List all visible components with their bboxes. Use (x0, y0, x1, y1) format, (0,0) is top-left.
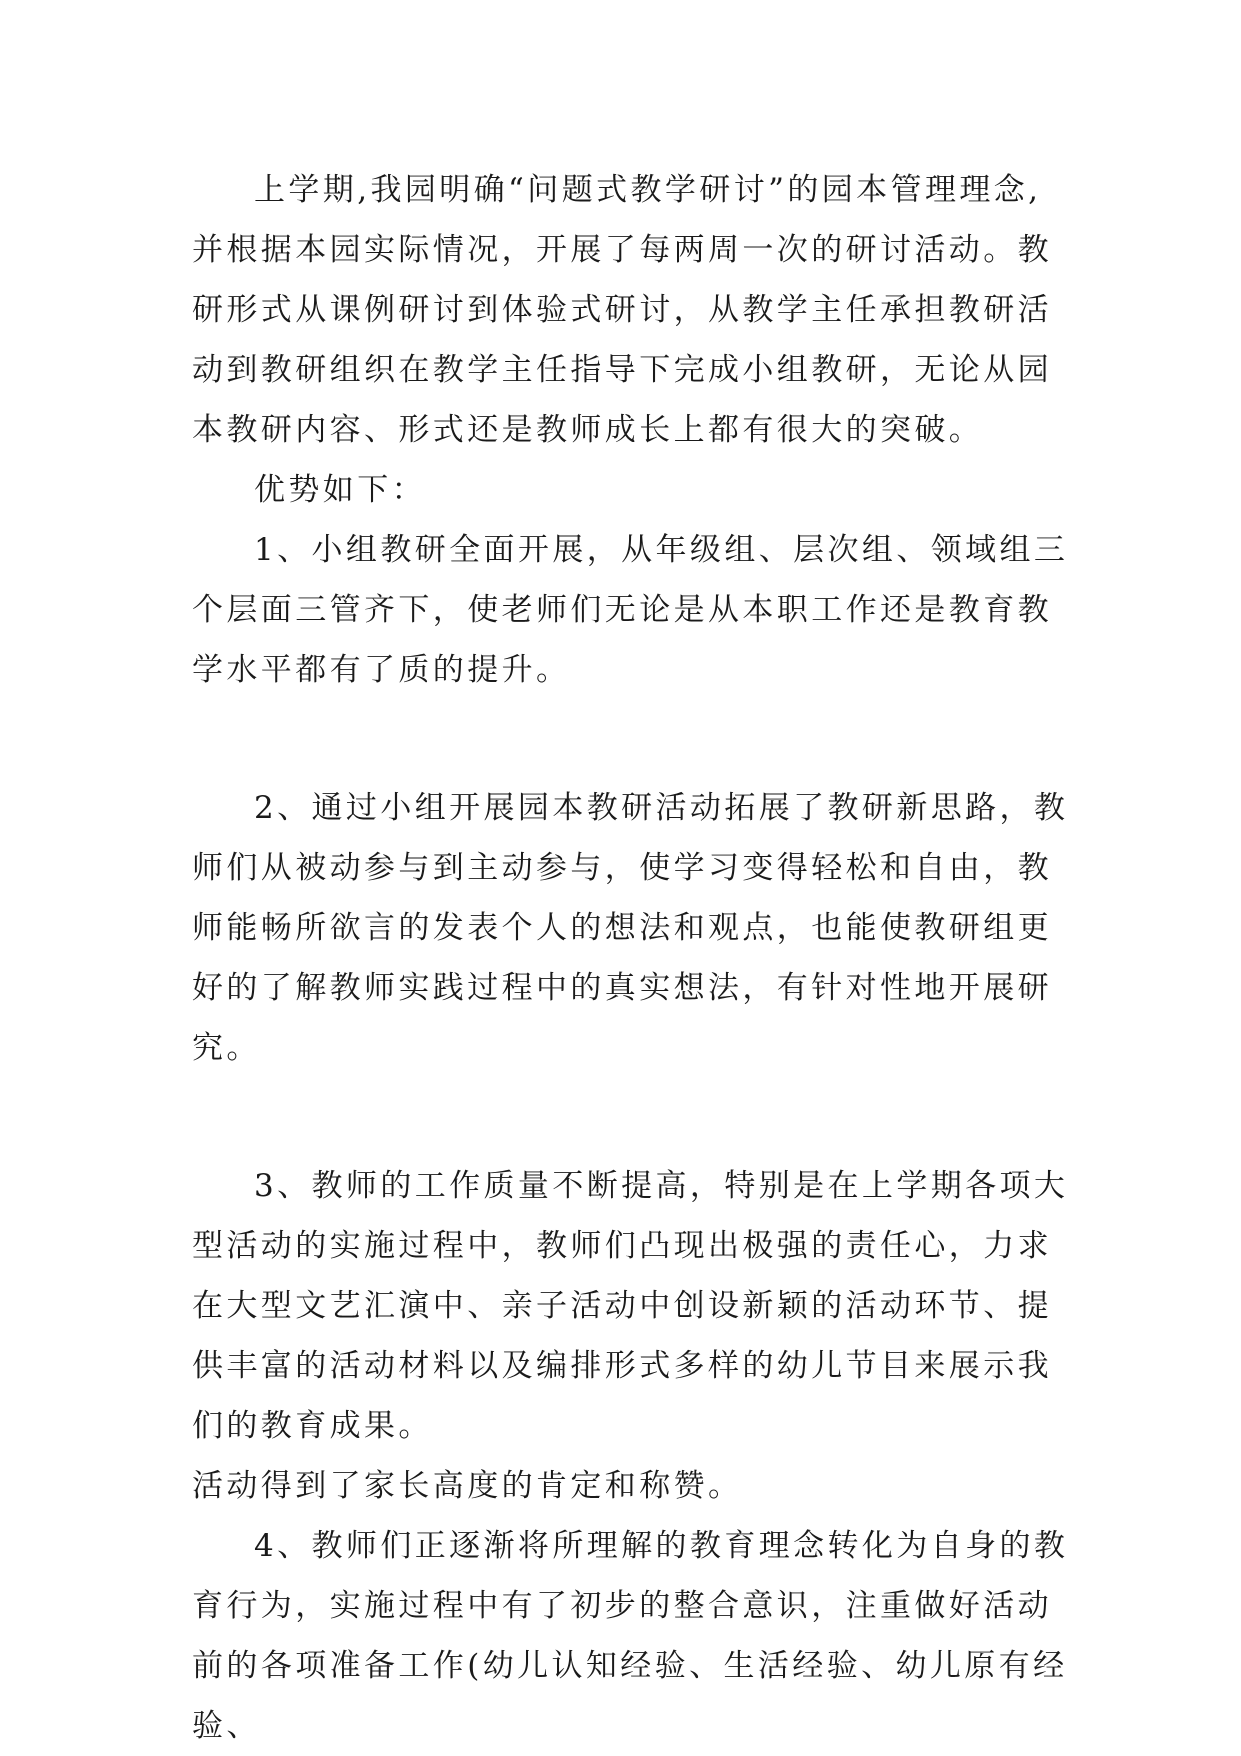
paragraph-point-3-continuation: 活动得到了家长高度的肯定和称赞。 (192, 1468, 743, 1504)
paragraph-point-4: 4、教师们正逐渐将所理解的教育理念转化为自身的教育行为，实施过程中有了初步的整合意识，注重做好活动前的各项准备工作(幼儿认知经验、生活经验、幼儿原有经验、 (192, 1528, 1069, 1744)
paragraph-point-3: 3、教师的工作质量不断提高，特别是在上学期各项大型活动的实施过程中，教师们凸现出极强的责任心，力求在大型文艺汇演中、亲子活动中创设新颖的活动环节、提供丰富的活动材料以及编排形式多样的幼儿节目来展示我们的教育成果。 (192, 1168, 1069, 1444)
paragraph-point-1: 1、小组教研全面开展，从年级组、层次组、领域组三个层面三管齐下，使老师们无论是从本职工作还是教育教学水平都有了质的提升。 (192, 532, 1069, 688)
paragraph-point-2: 2、通过小组开展园本教研活动拓展了教研新思路，教师们从被动参与到主动参与，使学习变得轻松和自由，教师能畅所欲言的发表个人的想法和观点，也能使教研组更好的了解教师实践过程中的真实想法，有针对性地开展研究。 (192, 790, 1069, 1066)
paragraph-intro: 上学期,我园明确“问题式教学研讨”的园本管理理念,并根据本园实际情况，开展了每两周一次的研讨活动。教研形式从课例研讨到体验式研讨，从教学主任承担教研活动到教研组织在教学主任指导下完成小组教研，无论从园本教研内容、形式还是教师成长上都有很大的突破。 (192, 172, 1052, 448)
paragraph-spacer (192, 700, 1072, 778)
paragraph-advantages-heading: 优势如下： (254, 472, 426, 508)
paragraph-spacer (192, 1078, 1072, 1156)
document-body (192, 160, 1072, 1756)
